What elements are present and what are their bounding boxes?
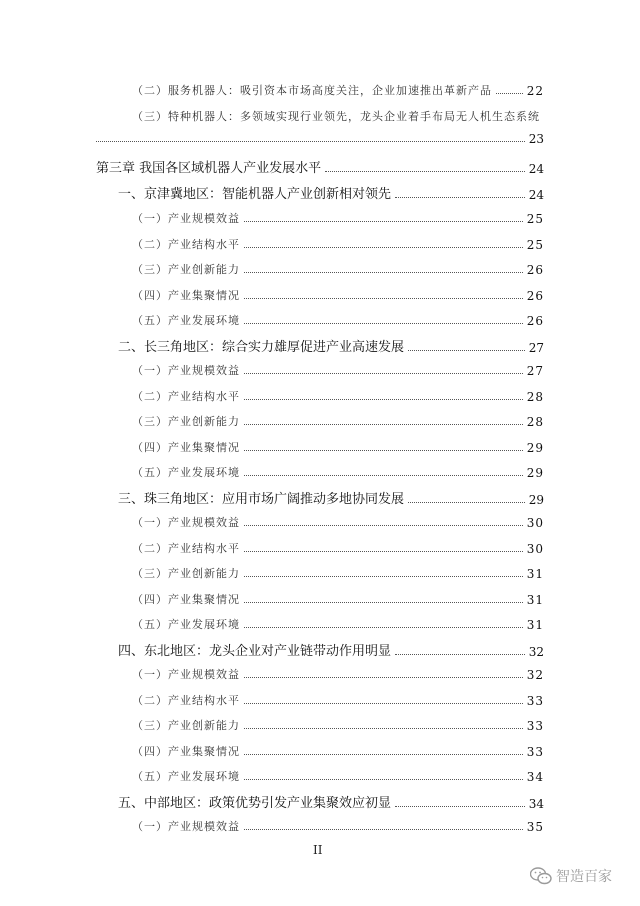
dot-leader <box>244 475 523 476</box>
toc-section <box>118 792 544 811</box>
item-text: （五）产业发展环境 <box>132 466 240 479</box>
dot-leader <box>244 525 523 526</box>
item-text: （四）产业集聚情况 <box>132 441 240 454</box>
item-text: （二）产业结构水平 <box>132 390 240 403</box>
toc-item <box>132 743 544 759</box>
dot-leader <box>496 93 523 94</box>
toc-item <box>132 210 544 226</box>
toc-item <box>132 540 544 556</box>
section-page: 24 <box>528 188 544 202</box>
section-title: 二、长三角地区：综合实力雄厚促进产业高速发展 <box>118 340 405 355</box>
toc-entry-special-robot-continued <box>96 132 544 146</box>
toc-section <box>118 488 544 507</box>
item-page: 30 <box>526 516 544 530</box>
item-text: （三）产业创新能力 <box>132 415 240 428</box>
item-text: （五）产业发展环境 <box>132 770 240 783</box>
item-page: 35 <box>526 820 544 834</box>
section-page: 27 <box>528 341 544 355</box>
dot-leader <box>244 221 523 222</box>
dot-leader <box>244 323 523 324</box>
item-page: 26 <box>526 263 544 277</box>
toc-section <box>118 640 544 659</box>
section-page: 29 <box>528 493 544 507</box>
item-text: （四）产业集聚情况 <box>132 593 240 606</box>
toc-item <box>132 287 544 303</box>
dot-leader <box>244 627 523 628</box>
toc-item <box>132 717 544 733</box>
toc-item <box>132 362 544 378</box>
dot-leader <box>244 450 523 451</box>
toc-item <box>132 261 544 277</box>
toc-item <box>132 666 544 682</box>
dot-leader <box>244 829 523 830</box>
section-page: 34 <box>528 797 544 811</box>
dot-leader <box>408 350 525 351</box>
item-page: 30 <box>526 542 544 556</box>
toc-item <box>132 439 544 455</box>
section-page: 32 <box>528 645 544 659</box>
item-text: （一）产业规模效益 <box>132 820 240 833</box>
item-page: 25 <box>526 238 544 252</box>
watermark <box>530 866 612 886</box>
item-text: （一）产业规模效益 <box>132 516 240 529</box>
item-page: 28 <box>526 415 544 429</box>
toc-section <box>118 183 544 202</box>
item-page: 25 <box>526 212 544 226</box>
toc-item <box>132 413 544 429</box>
dot-leader <box>244 272 523 273</box>
item-text: （一）产业规模效益 <box>132 364 240 377</box>
item-page: 33 <box>526 694 544 708</box>
toc-item <box>132 692 544 708</box>
dot-leader <box>244 551 523 552</box>
dot-leader <box>244 576 523 577</box>
item-text: （一）产业规模效益 <box>132 212 240 225</box>
section-title: 三、珠三角地区：应用市场广阔推动多地协同发展 <box>118 492 405 507</box>
section-title: 五、中部地区：政策优势引发产业集聚效应初显 <box>118 796 392 811</box>
dot-leader <box>325 171 525 172</box>
toc-entry-page: 23 <box>528 132 544 146</box>
toc-entry-service-robot <box>132 82 544 98</box>
item-page: 31 <box>526 567 544 581</box>
dot-leader <box>244 602 523 603</box>
toc-item <box>132 818 544 834</box>
item-text: （二）产业结构水平 <box>132 694 240 707</box>
watermark-text: 智造百家 <box>556 869 612 885</box>
wechat-icon <box>530 867 552 885</box>
dot-leader <box>244 754 523 755</box>
dot-leader <box>244 779 523 780</box>
dot-leader <box>244 298 523 299</box>
item-text: （三）产业创新能力 <box>132 719 240 732</box>
item-text: （二）产业结构水平 <box>132 542 240 555</box>
item-page: 29 <box>526 466 544 480</box>
item-text: （三）产业创新能力 <box>132 567 240 580</box>
item-page: 29 <box>526 441 544 455</box>
item-page: 32 <box>526 668 544 682</box>
toc-section <box>118 336 544 355</box>
dot-leader <box>395 806 525 807</box>
item-text: （二）产业结构水平 <box>132 238 240 251</box>
toc-item <box>132 312 544 328</box>
toc-entry-text: （二）服务机器人：吸引资本市场高度关注，企业加速推出革新产品 <box>132 84 492 97</box>
item-text: （五）产业发展环境 <box>132 618 240 631</box>
dot-leader <box>96 141 525 142</box>
dot-leader <box>244 677 523 678</box>
dot-leader <box>244 703 523 704</box>
section-title: 一、京津冀地区：智能机器人产业创新相对领先 <box>118 187 392 202</box>
dot-leader <box>395 197 525 198</box>
chapter-title: 第三章 我国各区域机器人产业发展水平 <box>96 161 322 176</box>
dot-leader <box>244 728 523 729</box>
toc-item <box>132 616 544 632</box>
item-page: 26 <box>526 314 544 328</box>
dot-leader <box>244 247 523 248</box>
dot-leader <box>395 654 525 655</box>
dot-leader <box>244 424 523 425</box>
item-page: 26 <box>526 289 544 303</box>
toc-item <box>132 514 544 530</box>
item-page: 28 <box>526 390 544 404</box>
item-page: 27 <box>526 364 544 378</box>
toc-item <box>132 565 544 581</box>
item-text: （三）产业创新能力 <box>132 263 240 276</box>
page-number: II <box>313 843 323 857</box>
item-text: （四）产业集聚情况 <box>132 745 240 758</box>
item-text: （四）产业集聚情况 <box>132 289 240 302</box>
toc-entry-special-robot <box>132 108 540 124</box>
item-page: 34 <box>526 770 544 784</box>
item-page: 31 <box>526 593 544 607</box>
toc-entry-text: （三）特种机器人：多领域实现行业领先，龙头企业着手布局无人机生态系统 <box>132 110 540 123</box>
item-text: （五）产业发展环境 <box>132 314 240 327</box>
section-title: 四、东北地区：龙头企业对产业链带动作用明显 <box>118 644 392 659</box>
toc-chapter-3 <box>96 157 544 176</box>
dot-leader <box>408 502 525 503</box>
chapter-page: 24 <box>528 162 544 176</box>
toc-item <box>132 388 544 404</box>
item-page: 31 <box>526 618 544 632</box>
toc-item <box>132 464 544 480</box>
toc-item <box>132 768 544 784</box>
toc-item <box>132 236 544 252</box>
item-page: 33 <box>526 719 544 733</box>
dot-leader <box>244 373 523 374</box>
toc-entry-page: 22 <box>526 84 544 98</box>
item-text: （一）产业规模效益 <box>132 668 240 681</box>
toc-item <box>132 591 544 607</box>
dot-leader <box>244 399 523 400</box>
item-page: 33 <box>526 745 544 759</box>
